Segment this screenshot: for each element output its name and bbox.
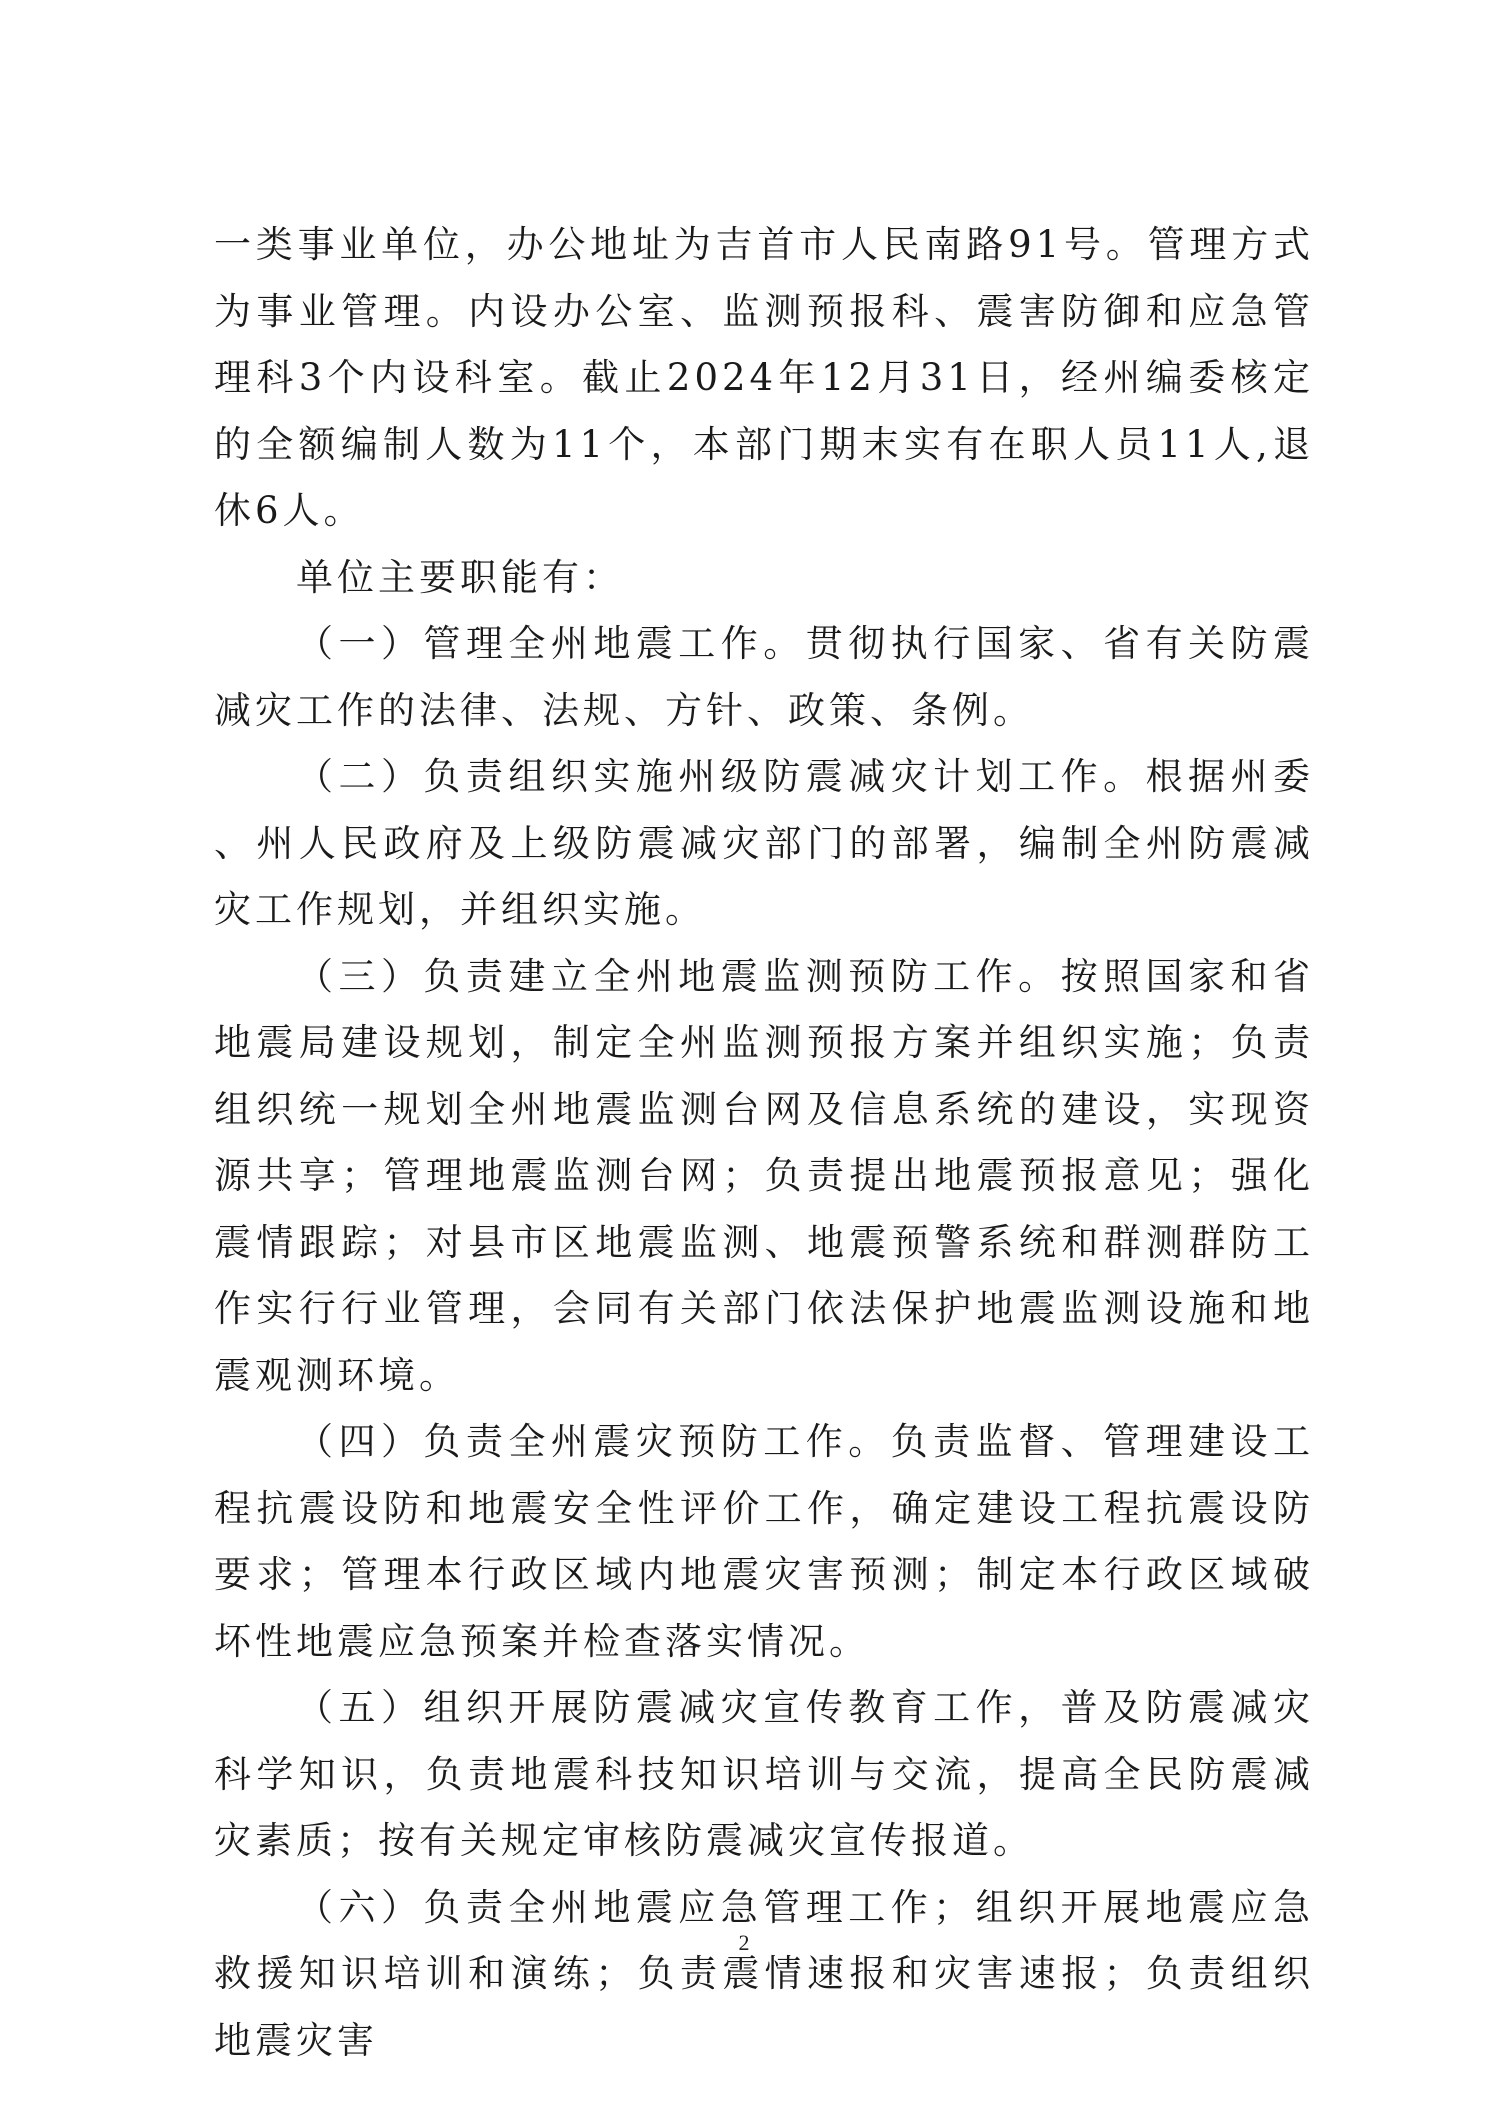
paragraph-function-5: （五）组织开展防震减灾宣传教育工作，普及防震减灾科学知识，负责地震科技知识培训与交流，提高全民防震减灾素质；按有关规定审核防震减灾宣传报道。 <box>214 1686 1314 1862</box>
paragraph-function-2: （二）负责组织实施州级防震减灾计划工作。根据州委、州人民政府及上级防震减灾部门的部署，编制全州防震减灾工作规划，并组织实施。 <box>214 755 1314 931</box>
document-body <box>214 212 1314 2074</box>
paragraph-function-1: （一）管理全州地震工作。贯彻执行国家、省有关防震减灾工作的法律、法规、方针、政策、条例。 <box>214 622 1314 732</box>
page-number: 2 <box>738 1930 750 1955</box>
paragraph-function-4: （四）负责全州震灾预防工作。负责监督、管理建设工程抗震设防和地震安全性评价工作，确定建设工程抗震设防要求；管理本行政区域内地震灾害预测；制定本行政区域破坏性地震应急预案并检查落实情况。 <box>214 1420 1314 1663</box>
paragraph-function-3: （三）负责建立全州地震监测预防工作。按照国家和省地震局建设规划，制定全州监测预报方案并组织实施；负责组织统一规划全州地震监测台网及信息系统的建设，实现资源共享；管理地震监测台网；负责提出地震预报意见；强化震情跟踪；对县市区地震监测、地震预警系统和群测群防工作实行行业管理，会同有关部门依法保护地震监测设施和地震观测环境。 <box>214 954 1314 1397</box>
paragraph-function-6: （六）负责全州地震应急管理工作；组织开展地震应急救援知识培训和演练；负责震情速报和灾害速报；负责组织地震灾害 <box>214 1885 1314 2062</box>
paragraph-continuation: 一类事业单位，办公地址为吉首市人民南路91号。管理方式为事业管理。内设办公室、监测预报科、震害防御和应急管理科3个内设科室。截止2024年12月31日，经州编委核定的全额编制人数为11个，本部门期末实有在职人员11人,退休6人。 <box>214 223 1314 532</box>
paragraph-functions-heading: 单位主要职能有： <box>296 555 624 599</box>
